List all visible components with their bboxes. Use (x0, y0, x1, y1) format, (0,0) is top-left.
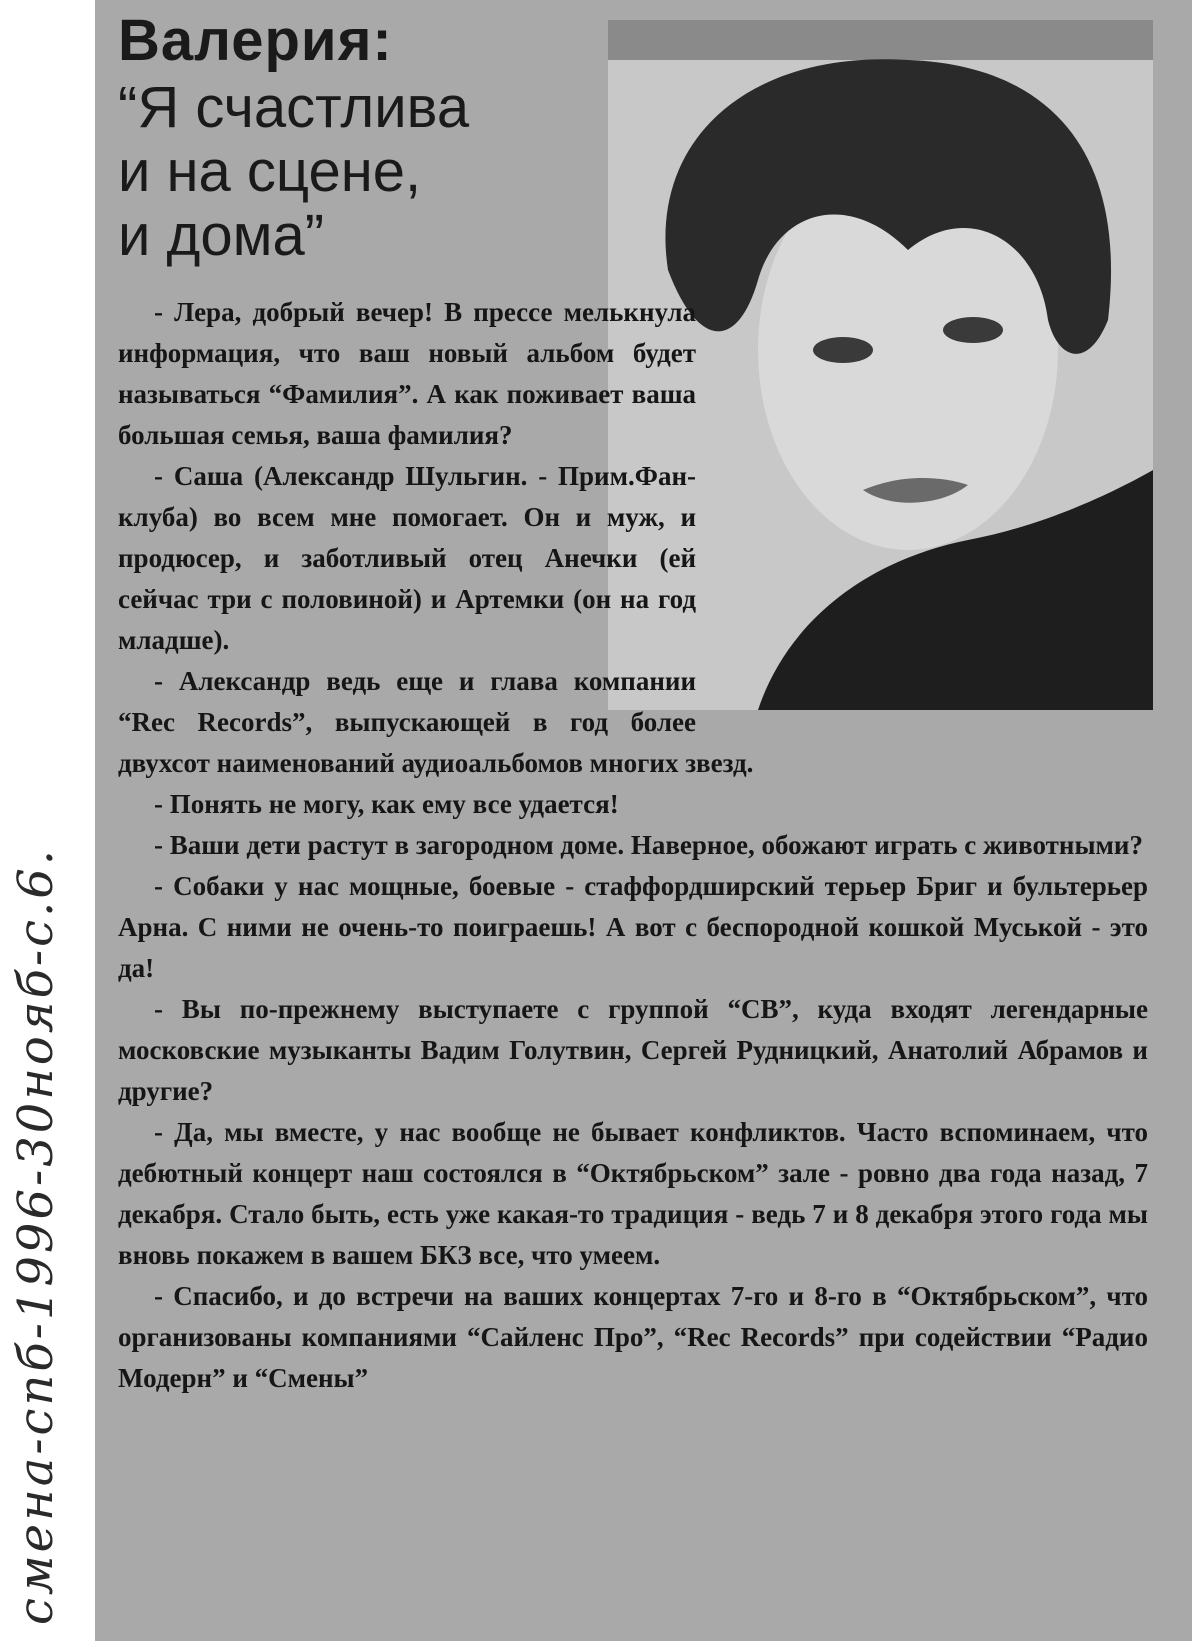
paragraph: - Понять не могу, как ему все удается! (154, 789, 619, 819)
photo-top-shade (608, 20, 1153, 60)
paragraph: - Вы по-прежнему выступаете с группой “СВ”, куда входят легендарные московские музыканты Вадим Голутвин, Сергей Рудницкий, Анатолий Абрамов и другие? (118, 994, 1148, 1106)
article-headline (118, 6, 598, 268)
article-body (118, 292, 1148, 1399)
paragraph: - Саша (Александр Шульгин. - Прим.Фан-клуба) во всем мне помогает. Он и муж, и продюсер, и заботливый отец Анечки (ей сейчас три с половиной) и Артемки (он на год младше). (118, 461, 696, 655)
paragraph: - Спасибо, и до встречи на ваших концертах 7-го и 8-го в “Октябрьском”, что организованы компаниями “Сайленс Про”, “Rec Records” при содействии “Радио Модерн” и “Смены” (118, 1281, 1148, 1393)
paragraph: - Да, мы вместе, у нас вообще не бывает конфликтов. Часто вспоминаем, что дебютный концерт наш состоялся в “Октябрьском” зале - ровно два года назад, 7 декабря. Стало быть, есть уже какая-то традиция - ведь 7 и 8 декабря этого года мы вновь покажем в вашем БКЗ все, что умеем. (118, 1117, 1148, 1270)
photo-wrap-spacer (696, 292, 1148, 717)
headline-name: Валерия: (118, 8, 393, 73)
headline-quote: “Я счастлива и на сцене, и дома” (118, 75, 470, 268)
paragraph: - Лера, добрый вечер! В прессе мелькнула информация, что ваш новый альбом будет называться “Фамилия”. А как поживает ваша большая семья, ваша фамилия? (118, 297, 696, 450)
paragraph: - Собаки у нас мощные, боевые - стаффордширский терьер Бриг и бультерьер Арна. С ними не очень-то поиграешь! А вот с беспородной кошкой Муськой - это да! (118, 871, 1148, 983)
paragraph: - Ваши дети растут в загородном доме. Наверное, обожают играть с животными? (154, 830, 1143, 860)
handwritten-source-note: смена-спб-1996-30нояб-с.6. (8, 846, 64, 1625)
paragraph: - Александр ведь еще и глава компании “Rec Records”, выпускающей в год более двухсот наименований аудиоальбомов многих звезд. (118, 666, 754, 778)
